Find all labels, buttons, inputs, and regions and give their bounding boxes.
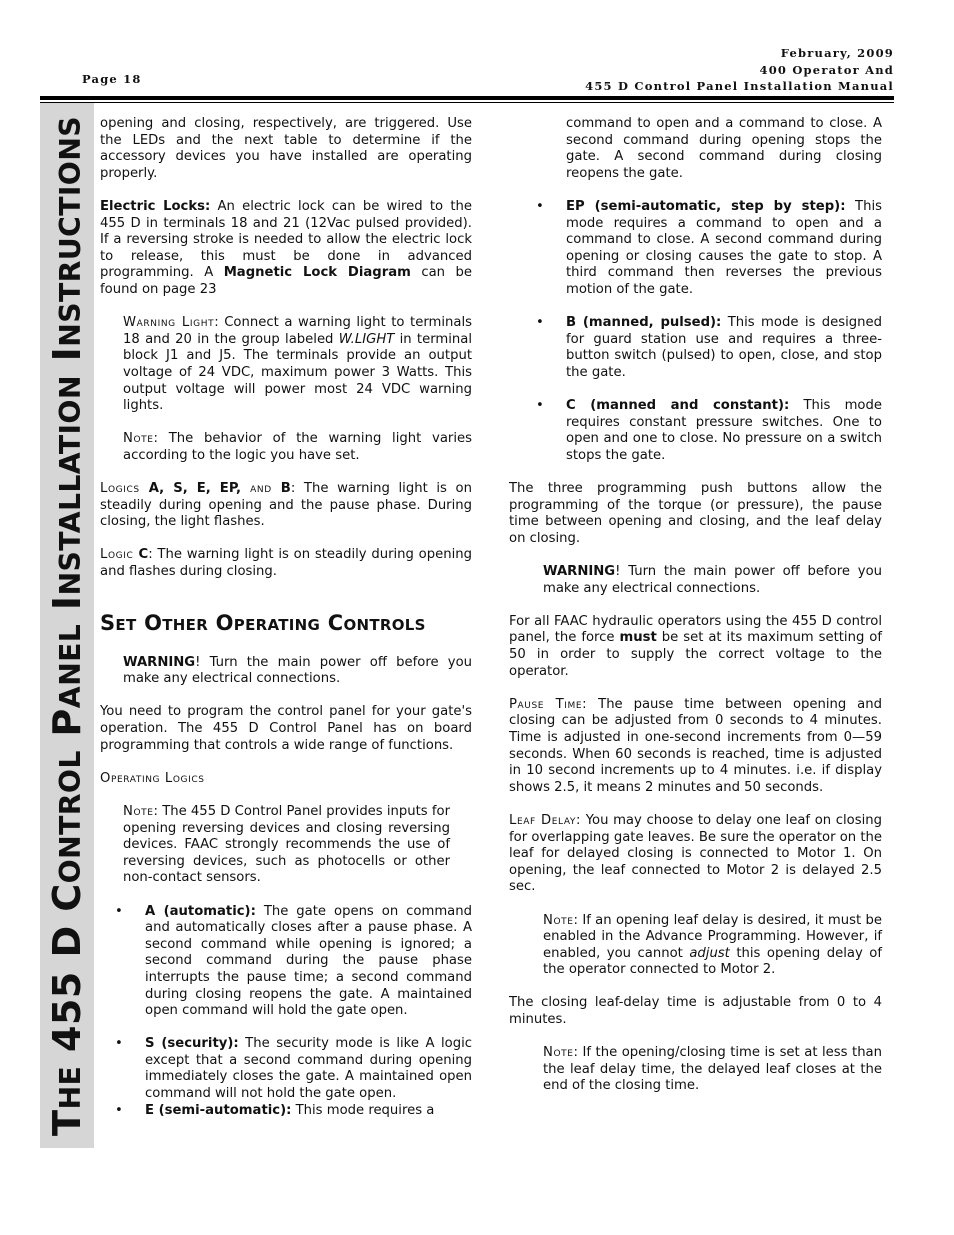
subheading-operating-logics: Operating Logics (100, 770, 205, 786)
note-warning-light: Note: The behavior of the warning light varies according to the logic you have set. (123, 431, 472, 463)
paragraph-warning-light: Warning Light: Connect a warning light to terminals 18 and 20 in the group labeled W.LIGHT in terminal block J1 and J5. The terminals provide an output voltage of 24 VDC, maximum power 3 Watts. This output voltage will power most 24 VDC warning lights. (123, 315, 473, 414)
warning-power-off-right: WARNING! Turn the main power off before you make any electrical connections. (543, 564, 882, 596)
paragraph-force: For all FAAC hydraulic operators using the 455 D control panel, the force must be set at its maximum setting of 50 in order to supply the correct voltage to the operator. (509, 613, 882, 679)
list-item: • E (semi-automatic): This mode requires a (115, 1102, 435, 1118)
paragraph-leds: opening and closing, respectively, are triggered. Use the LEDs and the next table to determine if the accessory devices you have installed are operating properly. (100, 116, 472, 181)
header-manual-title: 455 D Control Panel Installation Manual (585, 79, 894, 93)
paragraph-leaf-delay: Leaf Delay: You may choose to delay one leaf on closing for overlapping gate leaves. Be sure the operator on the leaf for delayed closing is connected to Motor 1. On opening, the leaf connected to Motor 2 is delayed 2.5 sec. (509, 812, 883, 895)
note-closing-time: Note: If the opening/closing time is set at less than the leaf delay time, the delayed leaf closes at the end of the closing time. (543, 1045, 882, 1094)
paragraph-program: You need to program the control panel for your gate's operation. The 455 D Control Panel has on board programming that controls a wide range of functions. (100, 704, 472, 753)
header-rule-thick (40, 96, 894, 100)
section-heading: Set Other Operating Controls (100, 610, 426, 635)
logic-list-right (509, 199, 882, 465)
list-item: • A (automatic): The gate opens on command and automatically closes after a pause phase. A second command while opening is ignored; a second command during the pause phase interrupts the pause time; a second command during closing reopens the gate. A maintained open command will hold the gate open. (115, 903, 472, 1019)
left-column (100, 116, 472, 1136)
list-item: • C (manned and constant): This mode requires constant pressure switches. One to open and one to close. No pressure on a switch stops the gate. (536, 398, 882, 463)
sidebar-title: THE 455 D CONTROL PANEL INSTALLATION INSTRUCTIONS (44, 115, 90, 1136)
header-date: February, 2009 (780, 46, 894, 60)
list-item: • EP (semi-automatic, step by step): This mode requires a command to open and a command to close. A second command during opening or closing causes the gate to stop. A third command then reverses the previous motion of the gate. (536, 198, 883, 297)
paragraph-logic-c: Logic C: The warning light is on steadily during opening and flashes during closing. (100, 547, 472, 580)
list-item: • B (manned, pulsed): This mode is designed for guard station use and requires a three-button switch (pulsed) to open, close, and stop the gate. (536, 315, 882, 380)
header-rule-thin (40, 102, 894, 103)
page-number: Page 18 (82, 72, 142, 86)
paragraph-logics: Logics A, S, E, EP, and B: The warning light is on steadily during opening and the pause phase. During closing, the light flashes. (100, 481, 472, 530)
paragraph-electric-locks: Electric Locks: An electric lock can be wired to the 455 D in terminals 18 and 21 (12Vac pulsed provided). If a reversing stroke is needed to allow the electric lock to release, this must be done in advanced programming. A Magnetic Lock Diagram can be found on page 23 (100, 198, 473, 297)
list-item: • S (security): The security mode is like A logic except that a second command during opening immediately closes the gate. A maintained open command will not hold the gate open. (115, 1036, 473, 1102)
paragraph-pause-time: Pause Time: The pause time between opening and closing can be adjusted from 0 seconds to 4 minutes. Time is adjusted in one-second increments from 0—59 seconds. When 60 seconds is reached, time is adjusted in 10 second increments up to 4 minutes. i.e. if display shows 2.5, it means 2 minutes and 50 seconds. (509, 696, 882, 795)
warning-power-off: WARNING! Turn the main power off before you make any electrical connections. (123, 654, 472, 687)
list-item-continuation: command to open and a command to close. A second command during opening stops the gate. A second command during closing reopens the gate. (566, 116, 882, 181)
note-opening-delay: Note: If an opening leaf delay is desired, it must be enabled in the Advance Programming. However, if enabled, you cannot adjust this opening delay of the operator connected to Motor 2. (543, 912, 883, 978)
sidebar-banner (40, 103, 94, 1148)
header-line2: 400 Operator And (759, 63, 894, 77)
paragraph-push-buttons: The three programming push buttons allow the programming of the torque (or pressure), the pause time between opening and closing, and the leaf delay on closing. (509, 481, 882, 546)
right-column (509, 116, 882, 1112)
logic-list-left (100, 904, 472, 1120)
note-reversing-devices: Note: The 455 D Control Panel provides inputs for opening reversing devices and closing reversing devices. FAAC strongly recommends the use of reversing devices, such as photocells or other non-contact sensors. (123, 803, 450, 886)
paragraph-closing-delay: The closing leaf-delay time is adjustable from 0 to 4 minutes. (509, 995, 882, 1028)
